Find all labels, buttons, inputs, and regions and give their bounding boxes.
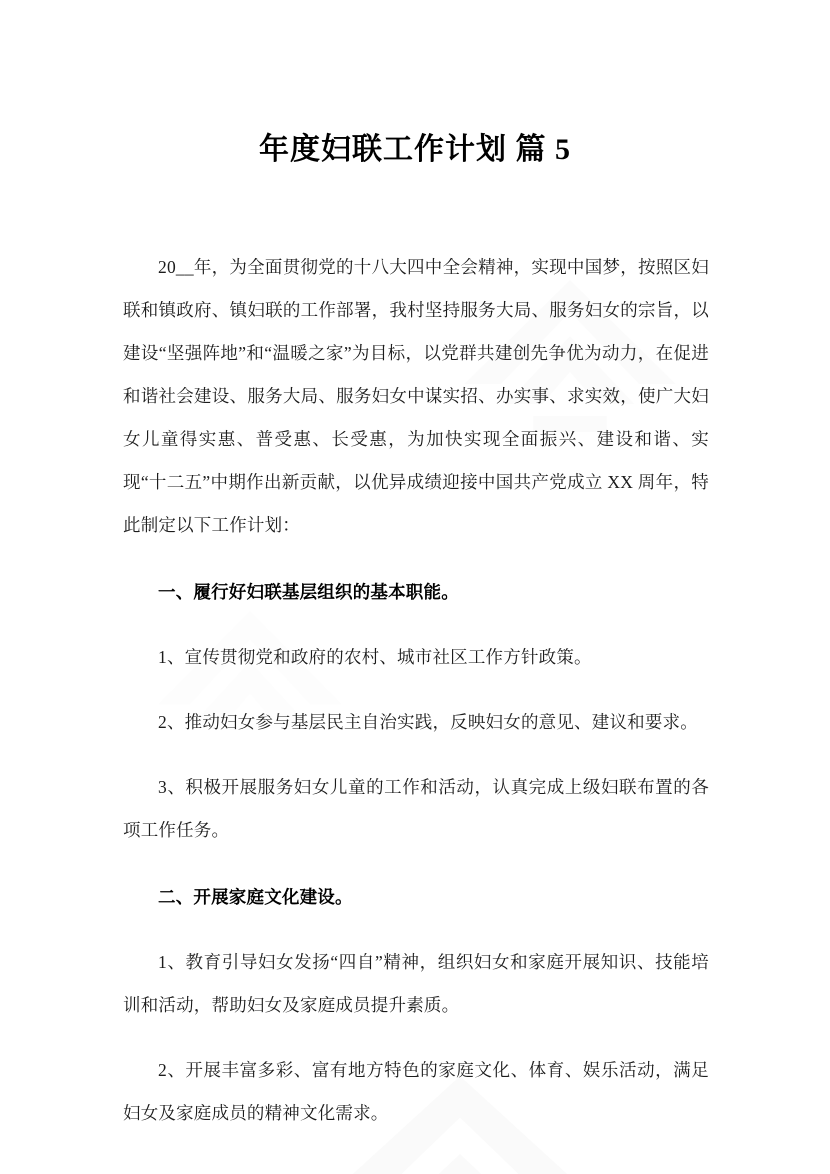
- paragraph-intro: 20__年，为全面贯彻党的十八大四中全会精神，实现中国梦，按照区妇联和镇政府、镇妇联的工作部署，我村坚持服务大局、服务妇女的宗旨，以建设“坚强阵地”和“温暖之家”为目标，以党群共建创先争优为动力，在促进和谐社会建设、服务大局、服务妇女中谋实招、办实事、求实效，使广大妇女儿童得实惠、普受惠、长受惠，为加快实现全面振兴、建设和谐、实现“十二五”中期作出新贡献，以优异成绩迎接中国共产党成立 XX 周年，特此制定以下工作计划：: [123, 257, 709, 535]
- page-title: 年度妇联工作计划 篇 5: [259, 133, 571, 167]
- section-heading-two: 二、开展家庭文化建设。: [158, 887, 353, 907]
- list-item-1-2: 2、推动妇女参与基层民主自治实践，反映妇女的意见、建议和要求。: [158, 712, 698, 732]
- list-item-1-3: 3、积极开展服务妇女儿童的工作和活动，认真完成上级妇联布置的各项工作任务。: [123, 777, 709, 840]
- section-heading-one: 一、履行好妇联基层组织的基本职能。: [158, 582, 459, 602]
- list-item-2-1: 1、教育引导妇女发扬“四自”精神，组织妇女和家庭开展知识、技能培训和活动，帮助妇女及家庭成员提升素质。: [123, 952, 709, 1015]
- list-item-1-1: 1、宣传贯彻党和政府的农村、城市社区工作方针政策。: [158, 647, 592, 667]
- document-content: [123, 246, 709, 1135]
- list-item-2-2: 2、开展丰富多彩、富有地方特色的家庭文化、体育、娱乐活动，满足妇女及家庭成员的精神文化需求。: [123, 1060, 709, 1123]
